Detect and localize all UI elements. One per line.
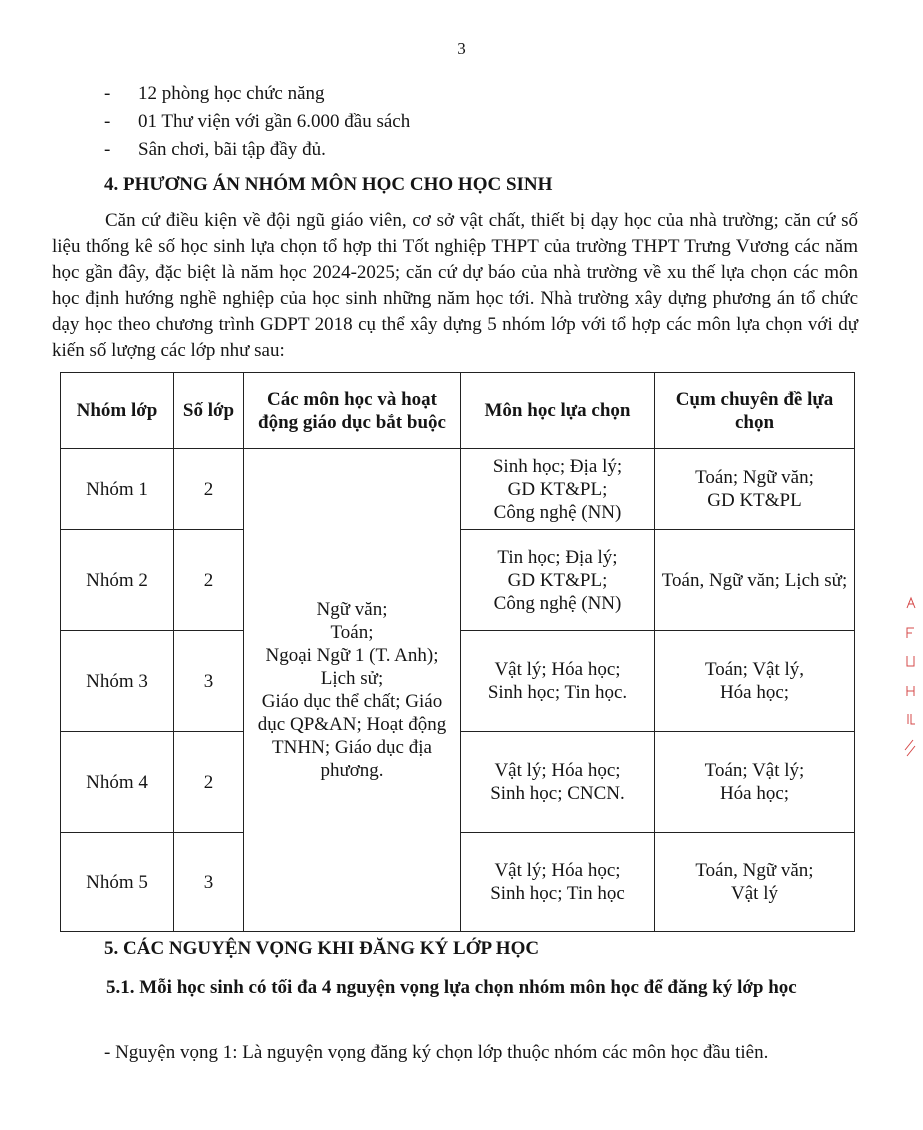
- list-item-text: 12 phòng học chức năng: [138, 83, 325, 104]
- bullet-dash: -: [104, 83, 111, 104]
- electives-cell: Sinh học; Địa lý; GD KT&PL; Công nghệ (NN): [461, 449, 655, 530]
- margin-stamp-fragment: [903, 590, 917, 777]
- class-count-cell: 3: [174, 833, 244, 932]
- electives-cell: Tin học; Địa lý; GD KT&PL; Công nghệ (NN): [461, 530, 655, 631]
- list-item-text: Sân chơi, bãi tập đầy đủ.: [138, 139, 326, 160]
- topics-cell: Toán; Vật lý; Hóa học;: [655, 732, 855, 833]
- topics-cell: Toán, Ngữ văn; Lịch sử;: [655, 530, 855, 631]
- section-5-1-heading: 5.1. Mỗi học sinh có tối đa 4 nguyện vọng lựa chọn nhóm môn học để đăng ký lớp học: [106, 977, 797, 998]
- table-row: [61, 449, 855, 530]
- stamp-marks-icon: [903, 590, 917, 770]
- header-topics: Cụm chuyên đề lựa chọn: [655, 373, 855, 449]
- electives-cell: Vật lý; Hóa học; Sinh học; Tin học.: [461, 631, 655, 732]
- list-item: [104, 80, 410, 108]
- electives-cell: Vật lý; Hóa học; Sinh học; Tin học: [461, 833, 655, 932]
- page-number: 3: [457, 39, 466, 58]
- class-count-cell: 2: [174, 530, 244, 631]
- header-compulsory: Các môn học và hoạt động giáo dục bắt buộc: [244, 373, 461, 449]
- table-header-row: [61, 373, 855, 449]
- header-electives: Môn học lựa chọn: [461, 373, 655, 449]
- topics-cell: Toán, Ngữ văn; Vật lý: [655, 833, 855, 932]
- bullet-dash: -: [104, 111, 111, 132]
- list-item: [104, 136, 410, 164]
- section-4-heading: 4. PHƯƠNG ÁN NHÓM MÔN HỌC CHO HỌC SINH: [104, 174, 553, 195]
- topics-cell: Toán; Ngữ văn; GD KT&PL: [655, 449, 855, 530]
- class-count-cell: 3: [174, 631, 244, 732]
- class-count-cell: 2: [174, 732, 244, 833]
- class-count-cell: 2: [174, 449, 244, 530]
- group-cell: Nhóm 5: [61, 833, 174, 932]
- compulsory-subjects-cell: Ngữ văn; Toán; Ngoại Ngữ 1 (T. Anh); Lịch sử; Giáo dục thể chất; Giáo dục QP&AN; Hoạt động TNHN; Giáo dục địa phương.: [244, 449, 461, 932]
- wish-1-text: - Nguyện vọng 1: Là nguyện vọng đăng ký chọn lớp thuộc nhóm các môn học đầu tiên.: [104, 1042, 769, 1063]
- group-cell: Nhóm 1: [61, 449, 174, 530]
- group-cell: Nhóm 2: [61, 530, 174, 631]
- class-group-table: [60, 372, 855, 932]
- facilities-list: [104, 80, 410, 164]
- list-item-text: 01 Thư viện với gần 6.000 đầu sách: [138, 111, 411, 132]
- header-class-count: Số lớp: [174, 373, 244, 449]
- group-cell: Nhóm 3: [61, 631, 174, 732]
- bullet-dash: -: [104, 139, 111, 160]
- header-group: Nhóm lớp: [61, 373, 174, 449]
- section-5-heading: 5. CÁC NGUYỆN VỌNG KHI ĐĂNG KÝ LỚP HỌC: [104, 938, 540, 959]
- electives-cell: Vật lý; Hóa học; Sinh học; CNCN.: [461, 732, 655, 833]
- group-cell: Nhóm 4: [61, 732, 174, 833]
- section-4-paragraph: Căn cứ điều kiện về đội ngũ giáo viên, cơ sở vật chất, thiết bị dạy học của nhà trường; căn cứ số liệu thống kê số học sinh lựa chọn tổ hợp thi Tốt nghiệp THPT của trường THPT Trưng Vương các năm học gần đây, đặc biệt là năm học 2024-2025; căn cứ dự báo của nhà trường về xu thế lựa chọn các môn học định hướng nghề nghiệp của học sinh những năm học tới. Nhà trường xây dựng phương án tổ chức dạy học theo chương trình GDPT 2018 cụ thể xây dựng 5 nhóm lớp với tổ hợp các môn lựa chọn với dự kiến số lượng các lớp như sau:: [52, 210, 858, 361]
- list-item: [104, 108, 410, 136]
- topics-cell: Toán; Vật lý, Hóa học;: [655, 631, 855, 732]
